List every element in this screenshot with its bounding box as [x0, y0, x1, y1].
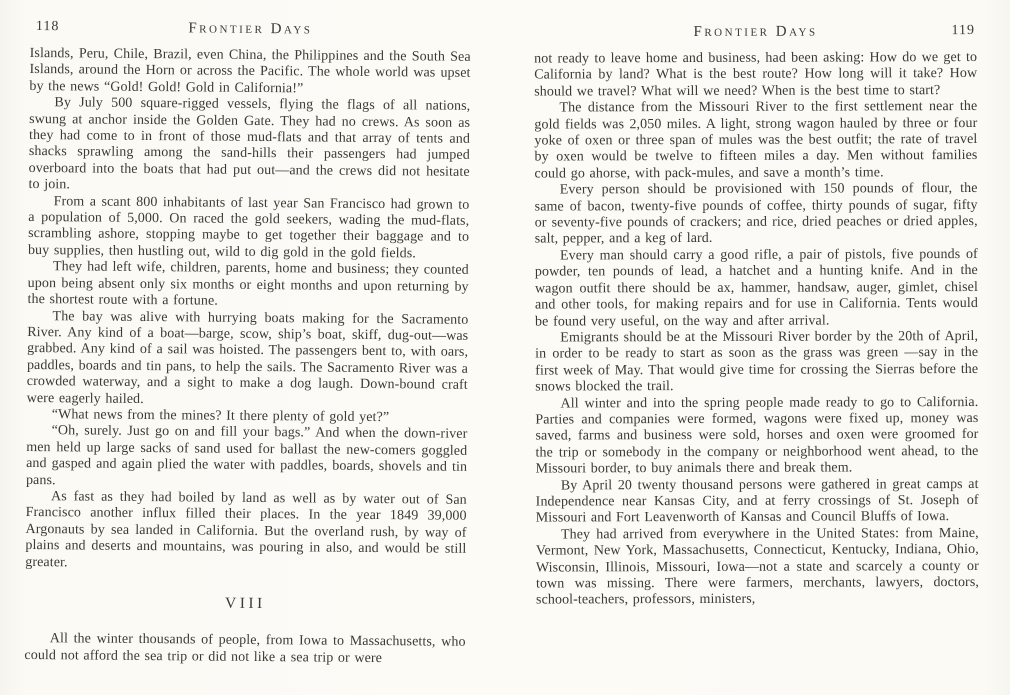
paragraph: By July 500 square-rigged vessels, flying the flags of all nations, swung at anchor inside the Golden Gate. They had no crews. As soon as they had come to in front of those mud-flats and that array of tents and shacks sprawling among the sand-hills their passengers had jumped overboard into the boats that had put out—and the crews did not hesitate to join.: [28, 95, 471, 193]
running-title-left: Frontier Days: [188, 20, 313, 38]
page-text-left: [24, 46, 470, 668]
paragraph: The bay was alive with hurrying boats making for the Sacramento River. Any kind of a boat—barge, scow, ship’s boat, skiff, dug-out—was grabbed. Any kind of a sail was hoisted. The passengers bent to, with oars, paddles, boards and tin pans, to help the sails. The Sacramento River was a crowded waterway, and a sight to make a dog laugh. Down-bound craft were eagerly hailed.: [26, 308, 469, 407]
page-119: [505, 0, 1010, 695]
paragraph: All the winter thousands of people, from Iowa to Massachusetts, who could not afford the sea trip or did not like a sea trip or were: [24, 631, 466, 666]
page-text-right: [534, 50, 979, 609]
page-number-right: 119: [951, 23, 976, 39]
paragraph: As fast as they had boiled by land as well as by water out of San Francisco another influx filled their places. In the year 1849 39,000 Argonauts by sea landed in California. But the overland rush, by way of plains and deserts and mountains, was pouring in also, and would be still greater.: [25, 489, 467, 570]
paragraph: All winter and into the spring people made ready to go to California. Parties and companies were formed, wagons were fixed up, money was saved, farms and business were sold, horses and oxen were groomed for the trip or somebody in the company or neighborhood went ahead, to the Missouri border, to buy animals there and break them.: [535, 394, 979, 477]
paragraph: not ready to leave home and business, had been asking: How do we get to California by land? What is the best route? How long will it take? How should we travel? What will we need? When is the best time to start?: [534, 49, 978, 100]
paragraph: Islands, Peru, Chile, Brazil, even China, the Philippines and the South Sea Islands, around the Horn or across the Pacific. The whole world was upset by the news “Gold! Gold! Gold in California!”: [29, 45, 471, 97]
paragraph: From a scant 800 inhabitants of last year San Francisco had grown to a population of 5,000. On raced the gold seekers, wading the mud-flats, scrambling ashore, stopping maybe to get together their baggage and to buy supplies, then hustling out, wild to dig gold in the gold fields.: [27, 193, 470, 262]
running-head-right: [534, 23, 977, 52]
paragraph: “Oh, surely. Just go on and fill your bags.” And when the down-river men held up large sacks of sand used for ballast the new-comers goggled and gasped and again plied the water with paddles, boards, shovels and tin pans.: [25, 423, 468, 488]
page-number-left: 118: [35, 19, 60, 35]
paragraph: They had arrived from everywhere in the United States: from Maine, Vermont, New York, Massachusetts, Connecticut, Kentucky, Indiana, Ohio, Wisconsin, Illinois, Missouri, Iowa—not a state and scarcely a county or town was missing. There were farmers, merchants, lawyers, doctors, school-teachers, professors, ministers,: [535, 525, 979, 608]
paragraph: By April 20 twenty thousand persons were gathered in great camps at Independence near Kansas City, and at ferry crossings of St. Joseph of Missouri and Fort Leavenworth of Kansas and Council Bluffs of Iowa.: [535, 476, 979, 526]
paragraph: Every man should carry a good rifle, a pair of pistols, five pounds of powder, ten pounds of lead, a hatchet and a hunting knife. And in the wagon outfit there should be ax, hammer, handsaw, auger, gimlet, chisel and other tools, for making repairs and for use in California. Tents would be found very useful, on the way and after arrival.: [534, 246, 979, 330]
chapter-heading: VIII: [224, 594, 266, 613]
paragraph: “What news from the mines? It there plenty of gold yet?”: [51, 407, 390, 426]
running-head-left: [30, 19, 471, 50]
paragraph: Emigrants should be at the Missouri River border by the 20th of April, in order to be ready to start as soon as the grass was green —say in the first week of May. That would give time for crossing the Sierras before the snows blocked the trail.: [535, 328, 979, 395]
paragraph: They had left wife, children, parents, home and business; they counted upon being absent only six months or eight months and upon returning by the shortest route with a fortune.: [27, 259, 469, 309]
paragraph: The distance from the Missouri River to the first settlement near the gold fields was 2,050 miles. A light, strong wagon hauled by three or four yoke of oxen or three span of mules was the best outfit; the rate of travel by oxen would be twelve to fifteen miles a day. Men without families could go ahorse, with pack-mules, and save a month’s time.: [534, 99, 978, 182]
paragraph: Every person should be provisioned with 150 pounds of flour, the same of bacon, twenty-five pounds of coffee, thirty pounds of sugar, fifty or seventy-five pounds of crackers; and rice, dried peaches or dried apples, salt, pepper, and a keg of lard.: [534, 181, 978, 248]
running-title-right: Frontier Days: [693, 23, 818, 40]
